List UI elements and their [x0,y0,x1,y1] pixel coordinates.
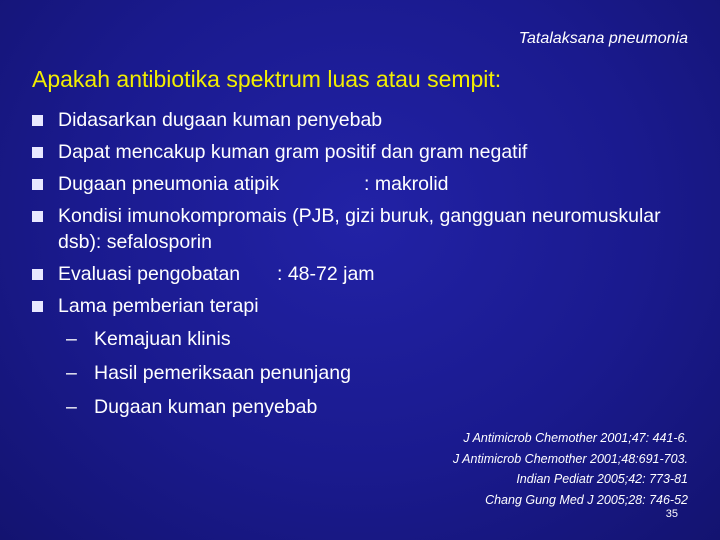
bullet-text: Dapat mencakup kuman gram positif dan gram negatif [58,141,528,163]
sub-bullet-text: Dugaan kuman penyebab [94,396,318,418]
reference-line: J Antimicrob Chemother 2001;48:691-703. [452,451,688,466]
square-bullet-icon [32,301,43,312]
bullet-label: Evaluasi pengobatan [58,262,241,285]
bullet-value: : makrolid [364,173,449,195]
slide-title: Apakah antibiotika spektrum luas atau sempit: [32,66,502,92]
sub-bullet-list [58,327,682,420]
reference-line: Indian Pediatr 2005;42: 773-81 [516,472,688,486]
square-bullet-icon [32,179,43,190]
bullet-text: Lama pemberian terapi [58,294,259,317]
bullet-text: Kondisi imunokompromais (PJB, gizi buruk, gangguan neuromuskular dsb): sefalosporin [58,205,661,253]
bullet-item [32,294,682,421]
square-bullet-icon [32,211,43,222]
sub-bullet-text: Kemajuan klinis [94,328,231,350]
bullet-label: Dugaan pneumonia atipik [58,173,280,195]
references [453,428,688,510]
slide-header-topic: Tatalaksana pneumonia [518,30,688,47]
bullet-item [32,108,682,134]
square-bullet-icon [32,115,43,126]
square-bullet-icon [32,147,43,158]
bullet-text: Didasarkan dugaan kuman penyebab [58,109,383,131]
reference-line: J Antimicrob Chemother 2001;47: 441-6. [463,431,688,445]
square-bullet-icon [32,269,43,280]
bullet-item [32,262,682,288]
bullet-item [32,172,682,198]
sub-bullet-text: Hasil pemeriksaan penunjang [94,362,351,384]
dash-marker: – [66,362,77,384]
dash-marker: – [66,328,77,350]
bullet-item [32,204,682,255]
bullet-list [32,108,682,429]
bullet-item [32,140,682,166]
page-number: 35 [665,508,678,520]
sub-bullet-item [62,361,682,386]
dash-marker: – [66,396,77,418]
sub-bullet-item [62,395,682,420]
bullet-value: : 48-72 jam [277,262,375,285]
reference-line: Chang Gung Med J 2005;28: 746-52 [485,492,688,507]
sub-bullet-item [62,327,682,352]
